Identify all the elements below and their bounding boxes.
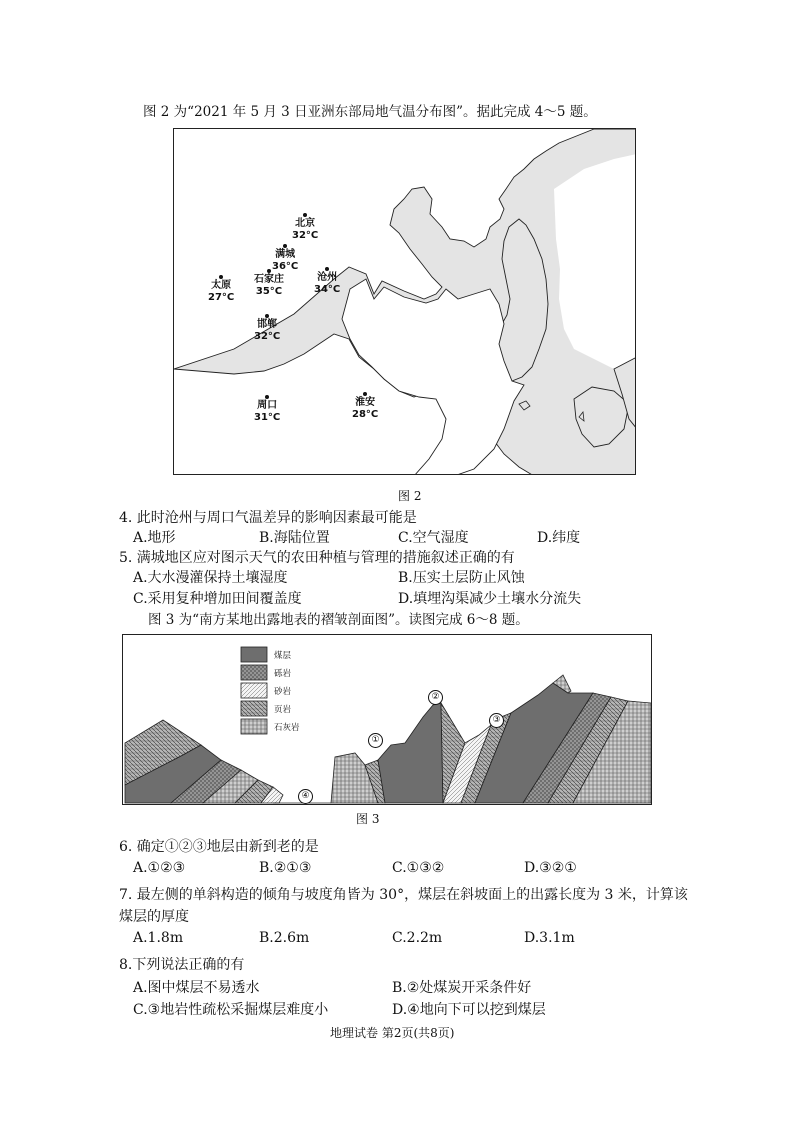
q6-option-b: B.②①③ [259, 860, 312, 876]
q5-option-b: B.压实土层防止风蚀 [398, 570, 525, 586]
page-footer: 地理试卷 第2页(共8页) [330, 1026, 455, 1040]
q8-option-a: A.图中煤层不易透水 [133, 980, 260, 996]
q4-option-b: B.海陆位置 [259, 530, 330, 546]
q8-stem: 8.下列说法正确的有 [119, 957, 245, 973]
legend-swatch-gravel [241, 665, 267, 680]
q4-stem: 4. 此时沧州与周口气温差异的影响因素最可能是 [119, 510, 417, 526]
fold-section-diagram [122, 634, 652, 805]
q6-stem: 6. 确定①②③地层由新到老的是 [119, 839, 319, 855]
city-handan: 邯郸 32°C [254, 314, 280, 343]
figure2-caption: 图 2 [398, 489, 422, 503]
city-huaian: 淮安 28°C [352, 392, 378, 421]
q7-stem-line1: 7. 最左侧的单斜构造的倾角与坡度角皆为 30°，煤层在斜坡面上的出露长度为 3 米，计算该 [119, 887, 688, 903]
figure3-caption: 图 3 [356, 812, 380, 826]
legend-label-sand: 砂岩 [274, 687, 292, 697]
marker-4: ④ [298, 789, 313, 804]
city-mancheng: 满城 36°C [272, 244, 298, 273]
intro-figure2: 图 2 为“2021 年 5 月 3 日亚洲东部局地气温分布图”。据此完成 4～5 题。 [143, 104, 597, 120]
intro-figure3: 图 3 为“南方某地出露地表的褶皱剖面图”。读图完成 6～8 题。 [148, 612, 529, 628]
legend-swatch-coal [241, 647, 267, 662]
q4-option-a: A.地形 [133, 530, 176, 546]
q7-stem-line2: 煤层的厚度 [119, 909, 189, 925]
city-cangzhou: 沧州 34°C [314, 267, 340, 296]
marker-3: ③ [489, 713, 504, 728]
q8-option-d: D.④地向下可以挖到煤层 [392, 1002, 546, 1018]
q7-option-a: A.1.8m [133, 930, 184, 946]
legend-label-gravel: 砾岩 [274, 669, 292, 679]
legend-label-shale: 页岩 [274, 705, 292, 715]
q6-option-c: C.①③② [392, 860, 445, 876]
legend-label-lime: 石灰岩 [274, 723, 300, 733]
city-taiyuan: 太原 27°C [208, 275, 234, 304]
legend-swatch-lime [241, 719, 267, 734]
q4-option-d: D.纬度 [537, 530, 581, 546]
marker-2: ② [428, 690, 443, 705]
legend-swatch-shale [241, 701, 267, 716]
q6-option-d: D.③②① [524, 860, 577, 876]
q8-option-c: C.③地岩性疏松采掘煤层难度小 [133, 1002, 329, 1018]
legend-label-coal: 煤层 [274, 651, 292, 661]
q7-option-d: D.3.1m [524, 930, 575, 946]
q8-option-b: B.②处煤炭开采条件好 [392, 980, 532, 996]
legend-swatch-sand [241, 683, 267, 698]
q6-option-a: A.①②③ [133, 860, 186, 876]
q4-option-c: C.空气湿度 [398, 530, 469, 546]
q5-stem: 5. 满城地区应对图示天气的农田种植与管理的措施叙述正确的有 [119, 550, 515, 566]
q7-option-b: B.2.6m [259, 930, 310, 946]
city-shijiazhuang: 石家庄 35°C [254, 269, 284, 298]
city-zhoukou: 周口 31°C [254, 395, 280, 424]
city-beijing: 北京 32°C [292, 213, 318, 242]
q5-option-d: D.填埋沟渠减少土壤水分流失 [398, 591, 582, 607]
temperature-map [173, 128, 636, 475]
fold-section-svg [123, 635, 652, 805]
right-coal-layer-2 [378, 703, 443, 803]
sea-area [342, 279, 524, 475]
q7-option-c: C.2.2m [392, 930, 443, 946]
map-land-svg [174, 129, 636, 475]
marker-1: ① [368, 733, 383, 748]
q5-option-a: A.大水漫灌保持土壤湿度 [133, 570, 288, 586]
q5-option-c: C.采用复种增加田间覆盖度 [133, 591, 302, 607]
